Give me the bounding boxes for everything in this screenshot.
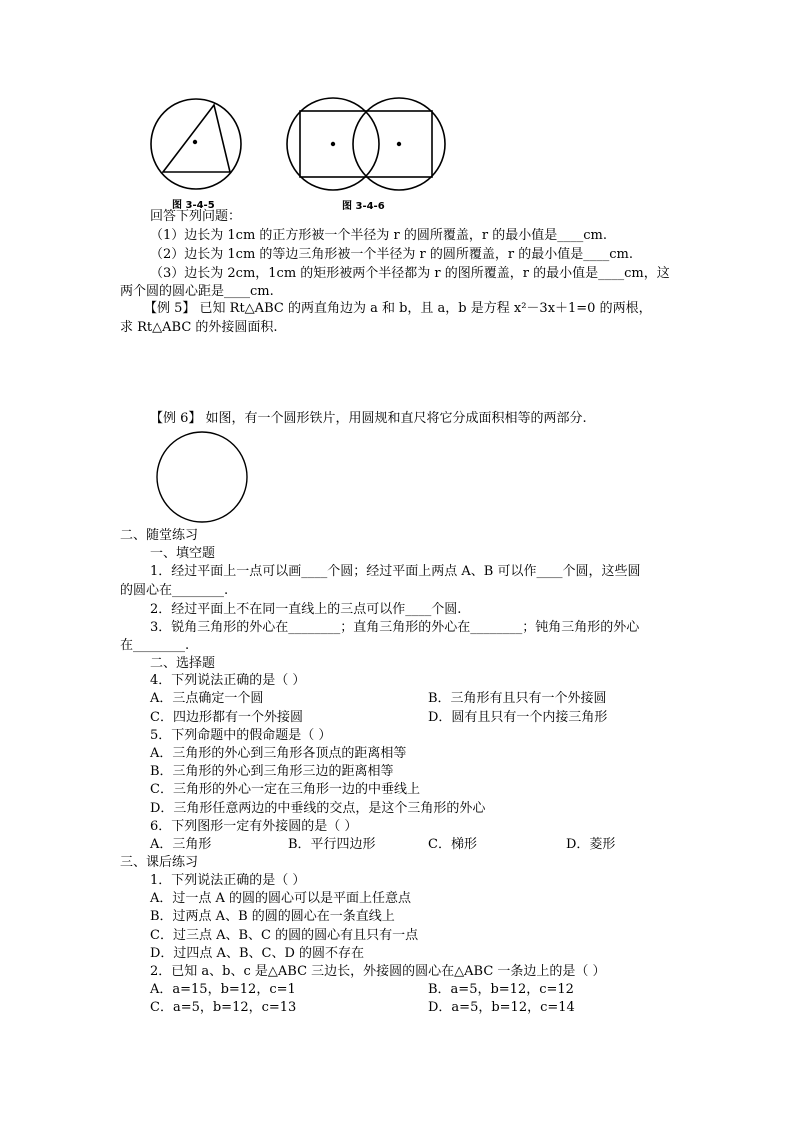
fill-question-1: 1．经过平面上一点可以画____个圆；经过平面上两点 A、B 可以作____个圆，这些圆 — [150, 564, 641, 579]
subsection-choice: 二、选择题 — [150, 656, 216, 671]
question-3-cont: 两个圆的圆心距是____cm. — [120, 284, 274, 299]
choice-question-4: 4．下列说法正确的是（ ） — [150, 673, 306, 688]
question-1: （1）边长为 1cm 的正方形被一个半径为 r 的圆所覆盖，r 的最小值是____cm. — [150, 228, 607, 243]
hw-option-1d: D．过四点 A、B、C、D 的圆不存在 — [150, 946, 364, 961]
option-5b: B．三角形的外心到三角形三边的距离相等 — [150, 764, 394, 779]
option-4c: C．四边形都有一个外接圆 — [150, 710, 303, 725]
hw-option-2b: B．a=5，b=12，c=12 — [428, 982, 574, 997]
figure-caption-3-4-6: 图 3-4-6 — [342, 201, 385, 212]
hw-option-1b: B．过两点 A、B 的圆的圆心在一条直线上 — [150, 909, 395, 924]
section-heading-homework: 三、课后练习 — [120, 855, 199, 870]
homework-question-2: 2．已知 a、b、c 是△ABC 三边长，外接圆的圆心在△ABC 一条边上的是（ ） — [150, 964, 606, 979]
text-line: 回答下列问题： — [150, 209, 242, 224]
figure-3-4-5 — [148, 97, 244, 193]
option-6c: C．梯形 — [428, 837, 477, 852]
option-5d: D．三角形任意两边的中垂线的交点，是这个三角形的外心 — [150, 801, 486, 816]
homework-question-1: 1．下列说法正确的是（ ） — [150, 873, 306, 888]
fill-question-1-cont: 的圆心在________. — [120, 583, 229, 598]
choice-question-6: 6．下列图形一定有外接圆的是（ ） — [150, 819, 358, 834]
hw-option-2c: C．a=5，b=12，c=13 — [150, 1000, 297, 1015]
option-6a: A．三角形 — [150, 837, 212, 852]
option-4b: B．三角形有且只有一个外接圆 — [428, 691, 607, 706]
section-heading-practice: 二、随堂练习 — [120, 528, 199, 543]
hw-option-1c: C．过三点 A、B、C 的圆的圆心有且只有一点 — [150, 928, 419, 943]
figure-caption-3-4-5: 图 3-4-5 — [172, 200, 215, 211]
hw-option-1a: A．过一点 A 的圆的圆心可以是平面上任意点 — [150, 891, 412, 906]
option-5c: C．三角形的外心一定在三角形一边的中垂线上 — [150, 782, 420, 797]
hw-option-2d: D．a=5，b=12，c=14 — [428, 1000, 575, 1015]
example-5: 【例 5】 已知 Rt△ABC 的两直角边为 a 和 b，且 a，b 是方程 x²－3x＋1=0 的两根， — [144, 301, 652, 316]
question-3: （3）边长为 2cm，1cm 的矩形被两个半径都为 r 的图所覆盖，r 的最小值是____cm，这 — [150, 266, 670, 281]
fill-question-3-cont: 在________. — [120, 638, 190, 653]
fill-question-3: 3．锐角三角形的外心在________；直角三角形的外心在________；钝角三角形的外心 — [150, 620, 640, 635]
option-6b: B．平行四边形 — [288, 837, 376, 852]
example-6: 【例 6】 如图，有一个圆形铁片，用圆规和直尺将它分成面积相等的两部分. — [150, 411, 587, 426]
choice-question-5: 5．下列命题中的假命题是（ ） — [150, 728, 332, 743]
subsection-fill-blank: 一、填空题 — [150, 546, 216, 561]
fill-question-2: 2．经过平面上不在同一直线上的三点可以作____个圆. — [150, 602, 462, 617]
example-5-cont: 求 Rt△ABC 的外接圆面积. — [120, 320, 278, 335]
hw-option-2a: A．a=15，b=12，c=1 — [150, 982, 296, 997]
option-6d: D．菱形 — [566, 837, 616, 852]
question-2: （2）边长为 1cm 的等边三角形被一个半径为 r 的圆所覆盖，r 的最小值是____cm. — [150, 247, 633, 262]
example-6-circle — [154, 429, 250, 525]
option-4d: D．圆有且只有一个内接三角形 — [428, 710, 608, 725]
option-4a: A．三点确定一个圆 — [150, 691, 264, 706]
option-5a: A．三角形的外心到三角形各顶点的距离相等 — [150, 746, 407, 761]
figure-3-4-6 — [286, 96, 448, 194]
